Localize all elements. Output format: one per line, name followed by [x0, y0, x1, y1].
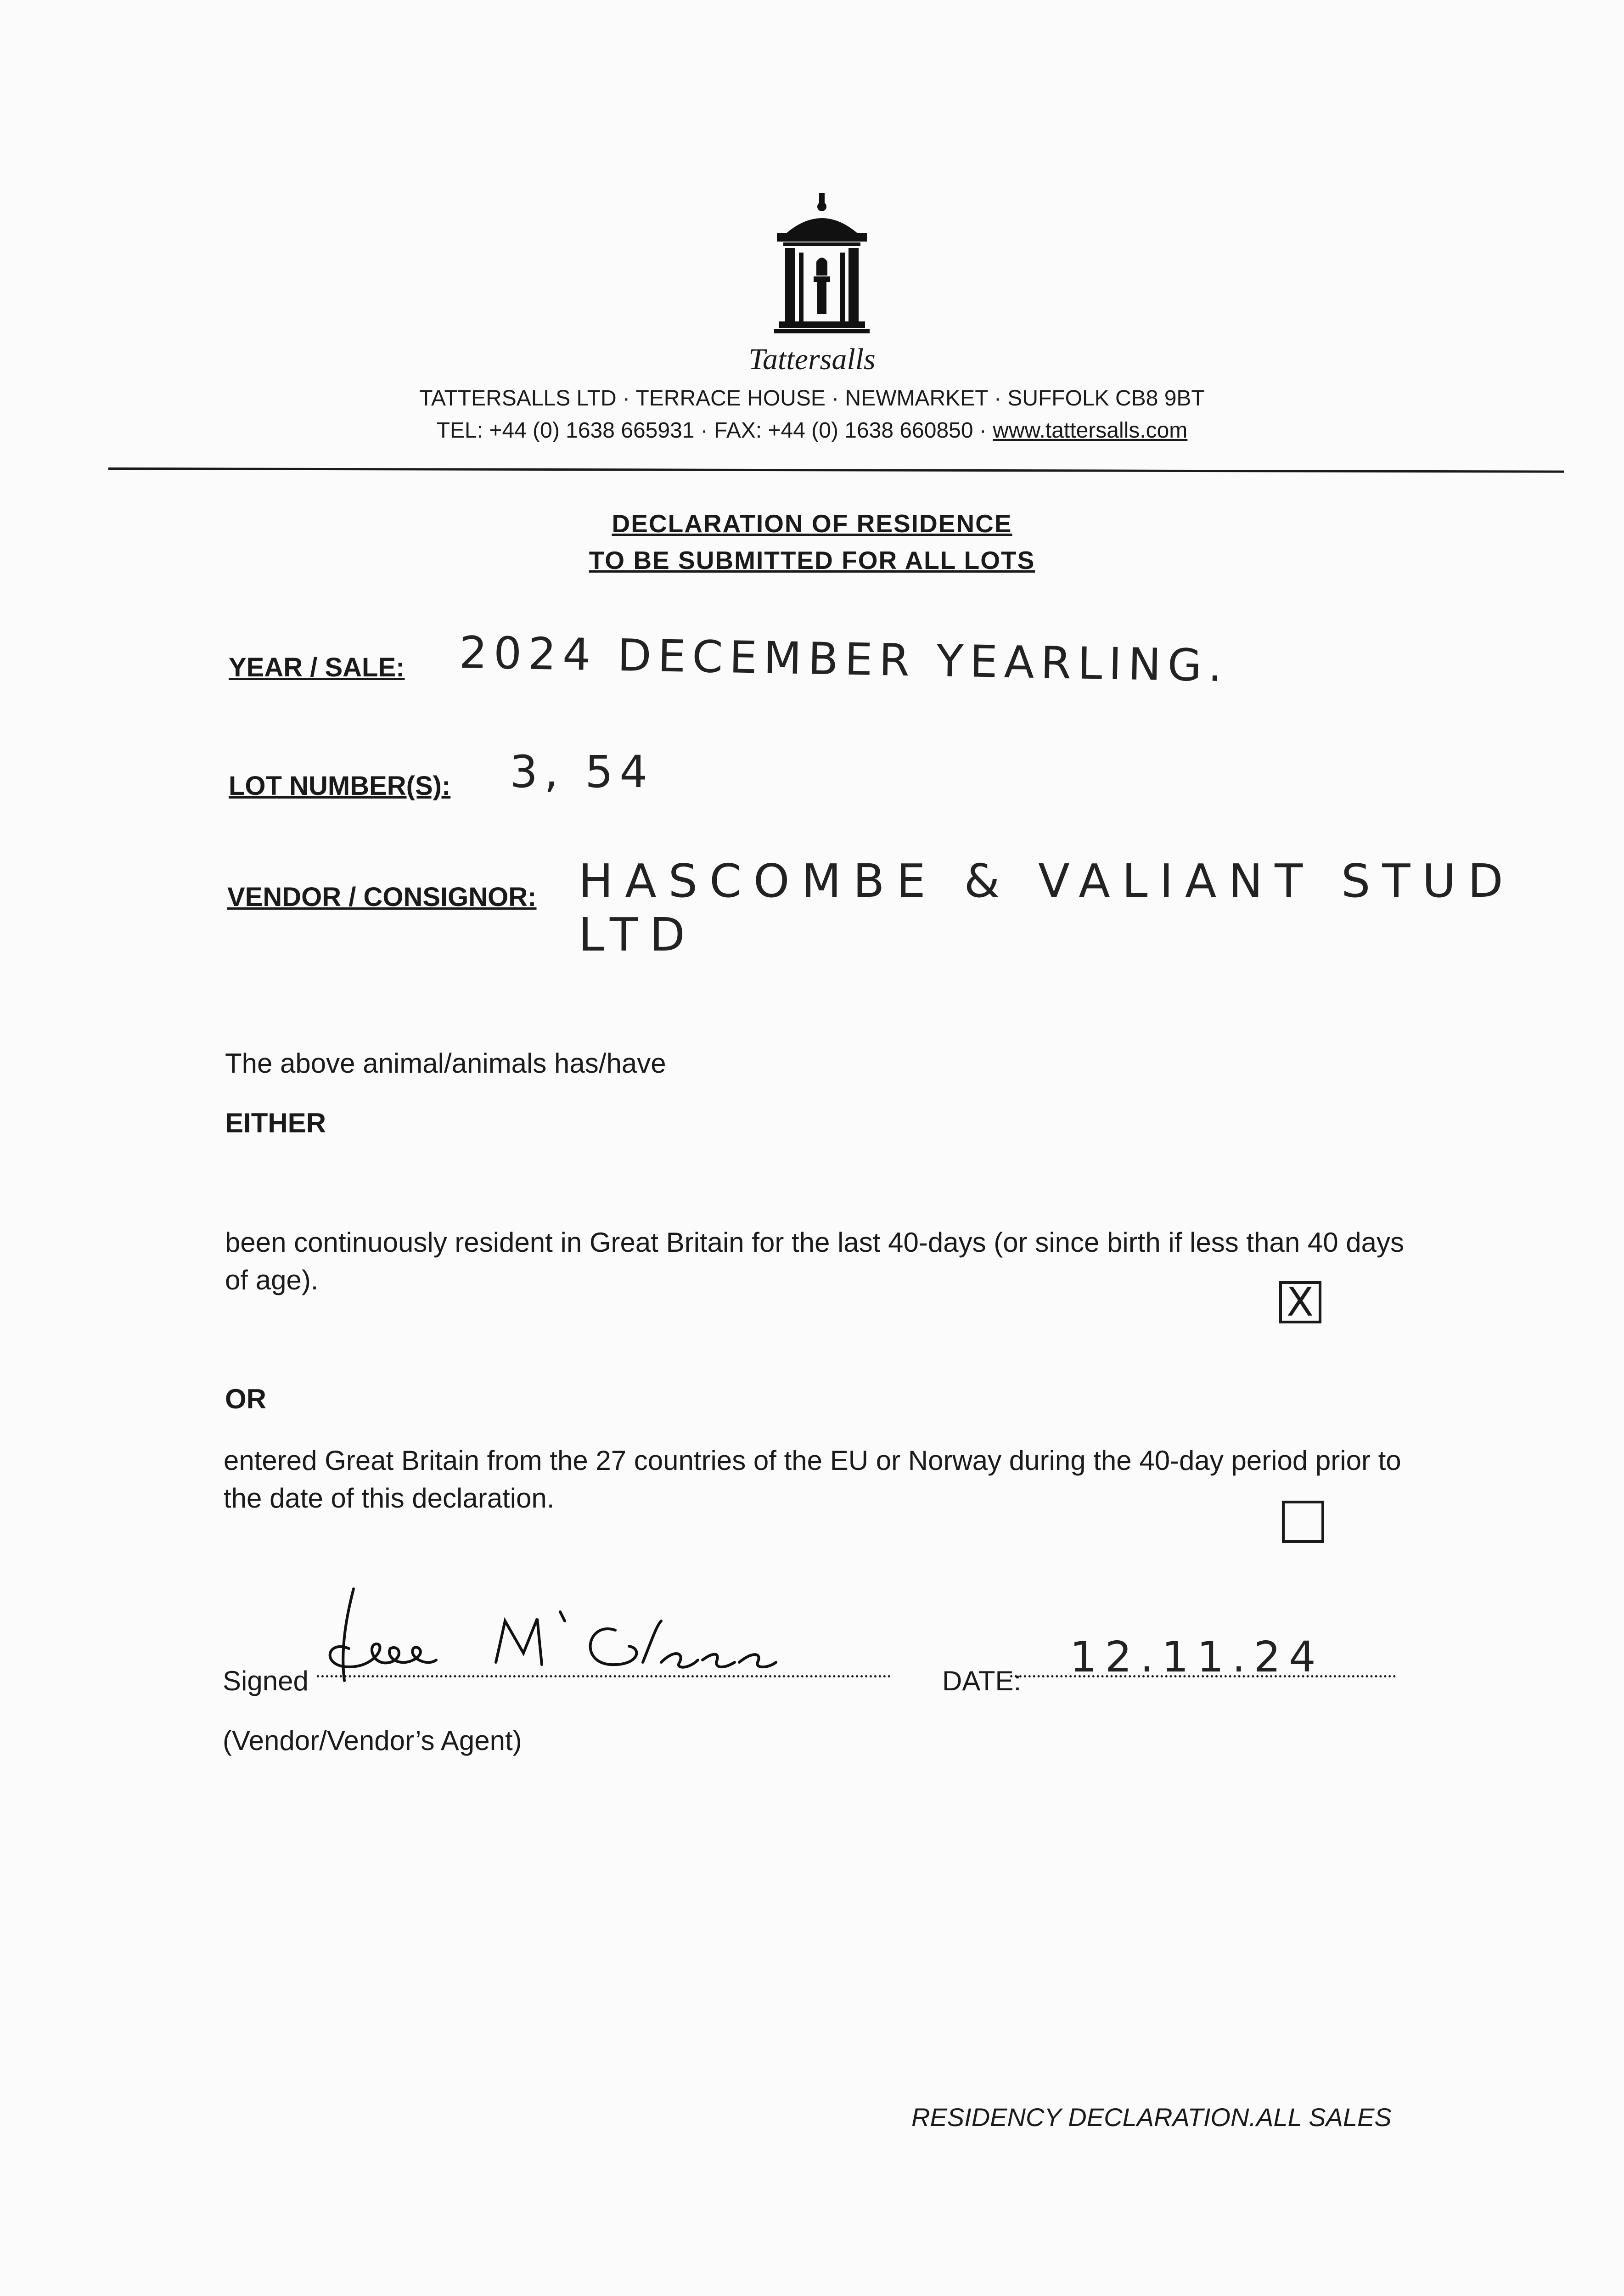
signed-label: Signed	[223, 1666, 309, 1696]
company-address: TATTERSALLS LTD · TERRACE HOUSE · NEWMARKET · SUFFOLK CB8 9BT	[419, 386, 1205, 411]
year-sale-value: 2024 DECEMBER YEARLING.	[459, 627, 1229, 692]
signer-role-label: (Vendor/Vendor’s Agent)	[223, 1725, 522, 1756]
footer-text: RESIDENCY DECLARATION.ALL SALES	[911, 2103, 1392, 2132]
company-contact	[0, 418, 1624, 443]
contact-phone-fax: TEL: +44 (0) 1638 665931 · FAX: +44 (0) 1638 660850 ·	[436, 418, 993, 443]
header-divider	[108, 467, 1564, 473]
date-label: DATE:	[942, 1666, 1022, 1696]
year-sale-label: YEAR / SALE:	[229, 653, 405, 682]
document-subtitle: TO BE SUBMITTED FOR ALL LOTS	[589, 546, 1035, 574]
website-link[interactable]: www.tattersalls.com	[993, 418, 1188, 443]
date-value: 12.11.24	[1070, 1632, 1324, 1682]
vendor-consignor-label: VENDOR / CONSIGNOR:	[227, 882, 537, 912]
option-entered-gb-checkbox[interactable]	[1282, 1501, 1324, 1543]
handwritten-signature	[321, 1570, 863, 1699]
brand-name: Tattersalls	[748, 343, 876, 376]
intro-text: The above animal/animals has/have	[225, 1048, 666, 1079]
either-heading: EITHER	[225, 1108, 326, 1138]
or-heading: OR	[225, 1384, 266, 1414]
document-title: DECLARATION OF RESIDENCE	[612, 509, 1012, 538]
option-entered-gb-text: entered Great Britain from the 27 countries of the EU or Norway during the 40-day period prior to the date of this declaration.	[224, 1445, 1401, 1514]
lot-number-value: 3, 54	[510, 746, 654, 798]
option-continuous-residence-checkbox[interactable]	[1279, 1281, 1321, 1323]
checkbox-mark: X	[1287, 1279, 1314, 1325]
lot-number-label: LOT NUMBER(S):	[229, 771, 451, 801]
vendor-consignor-value: HASCOMBE & VALIANT STUD LTD	[579, 854, 1515, 962]
tattersalls-logo-icon	[767, 193, 877, 349]
option-continuous-residence-text: been continuously resident in Great Britain for the last 40-days (or since birth if less than 40 days of age).	[225, 1227, 1405, 1295]
